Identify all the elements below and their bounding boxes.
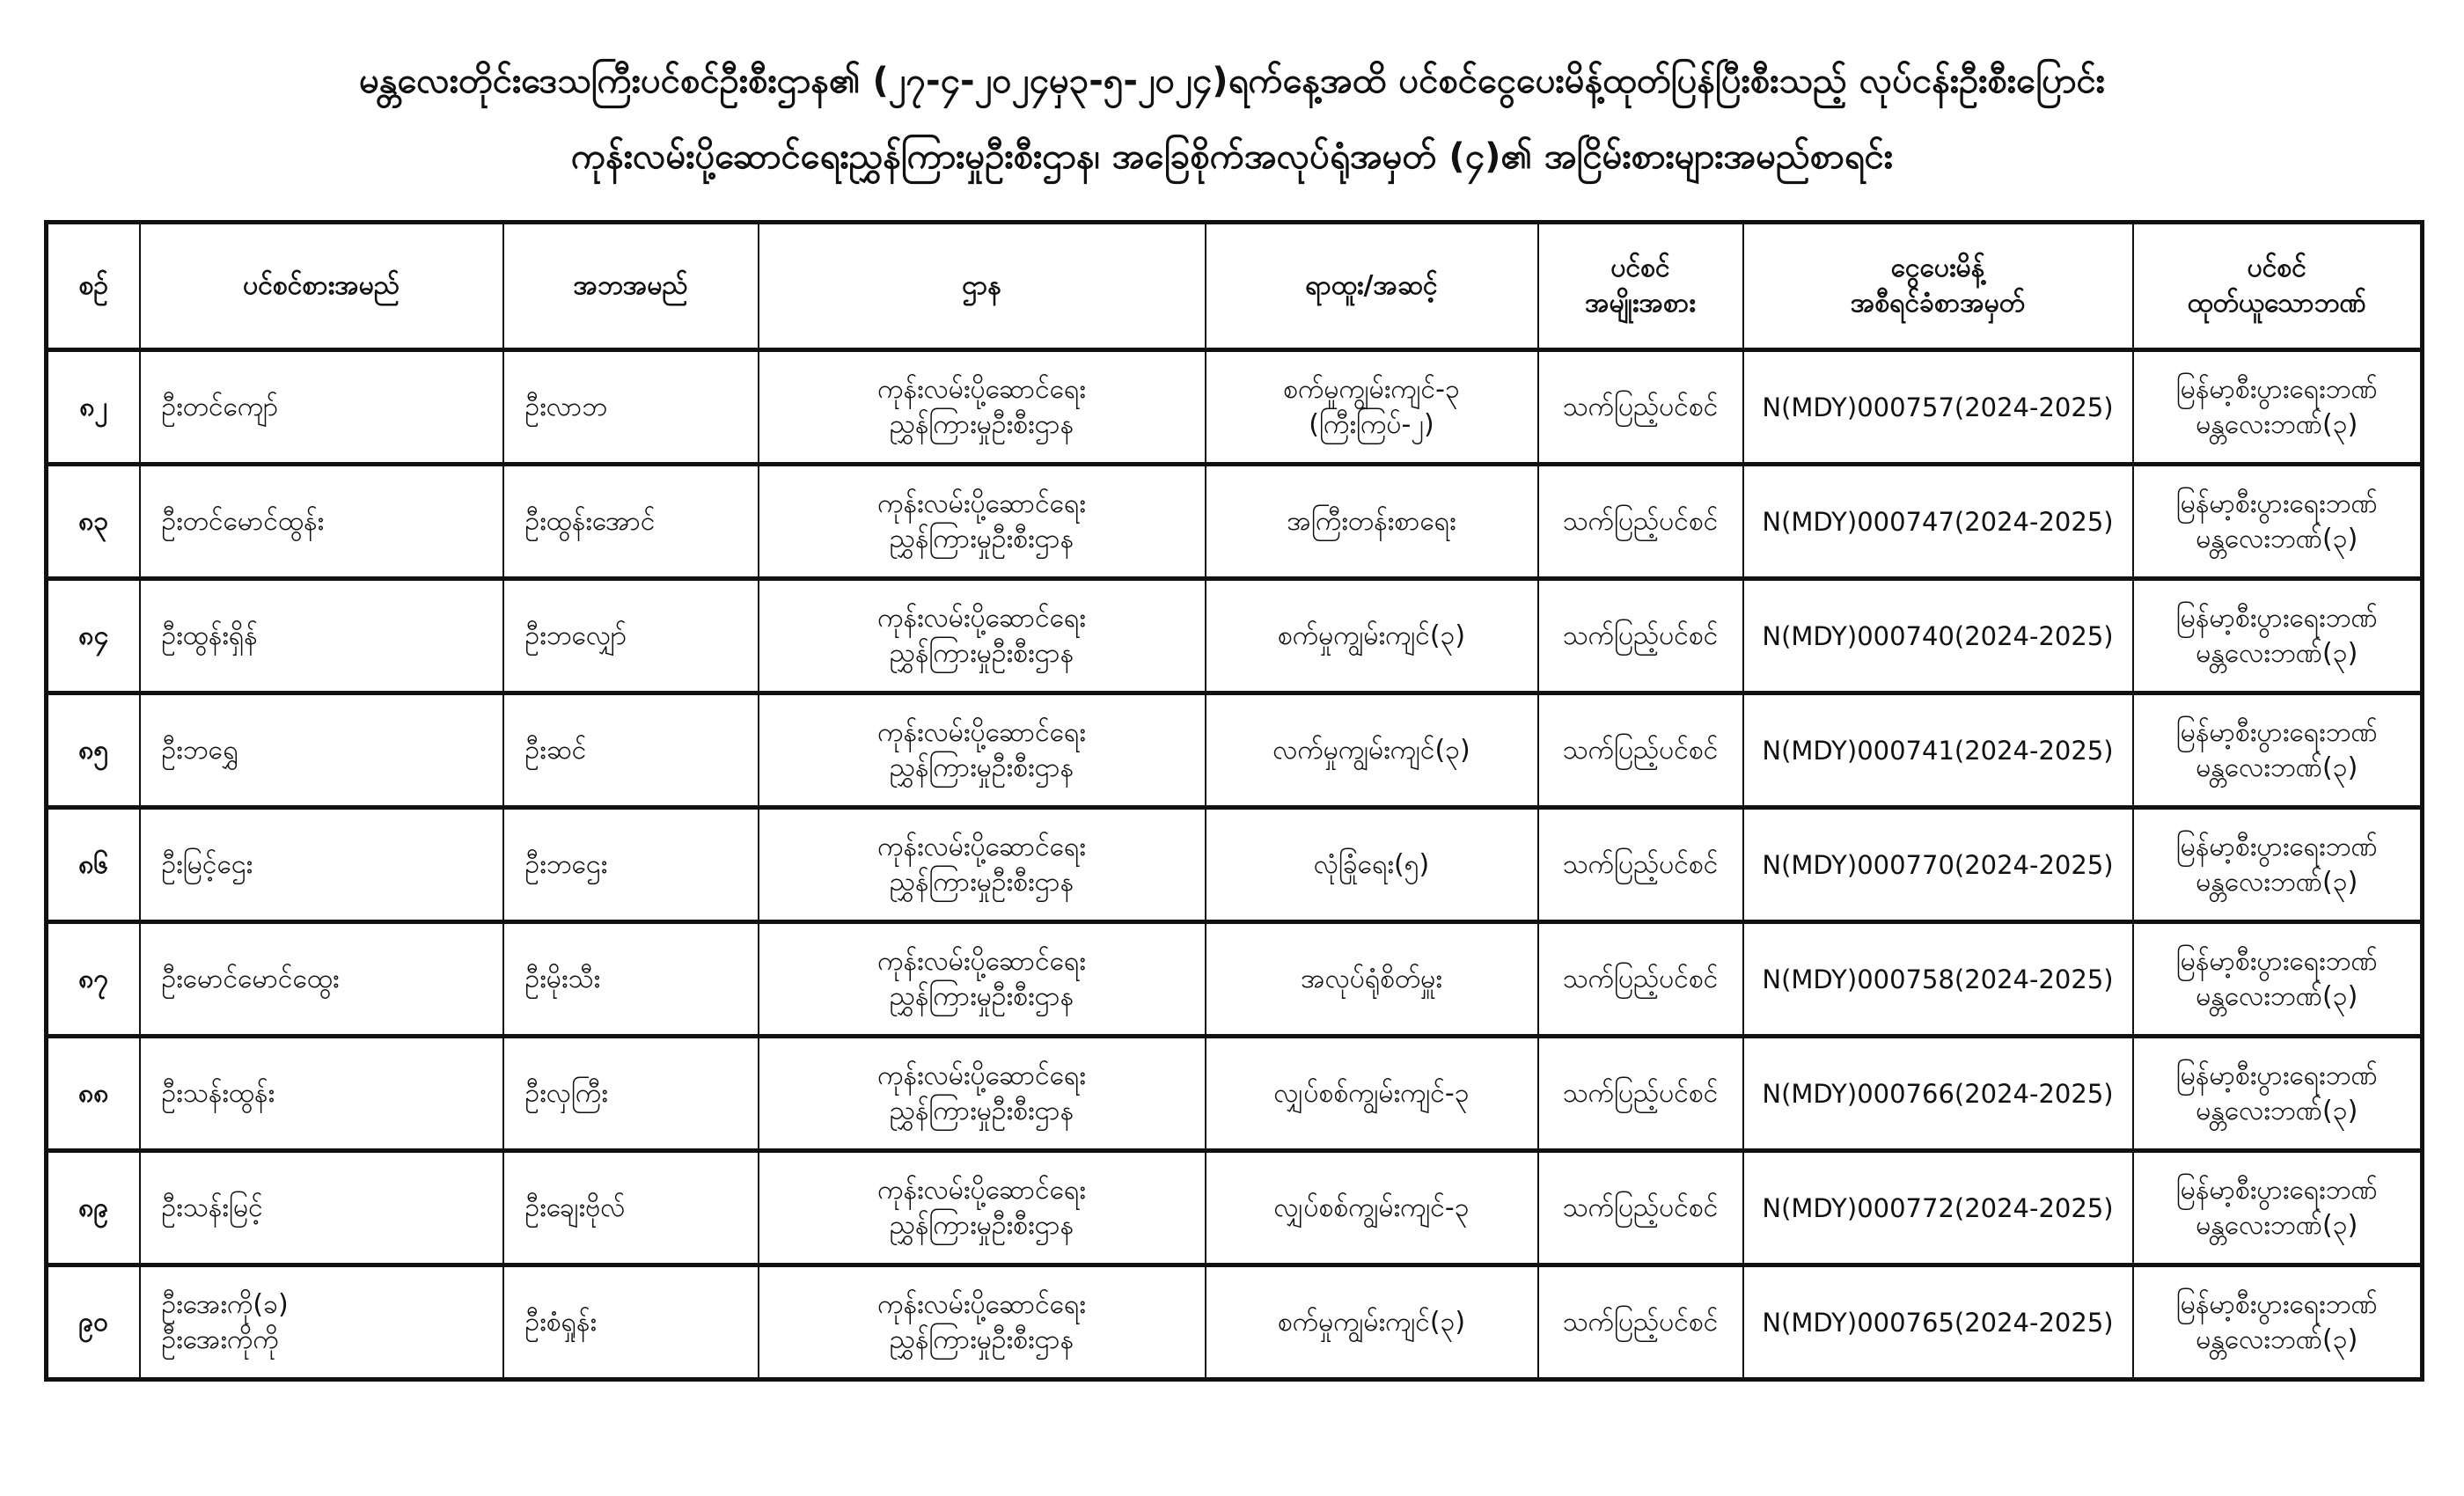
cell-pensioner-name [140,1151,503,1265]
cell-rank [1206,350,1538,465]
cell-text: ၈၈ [78,1077,109,1109]
cell-text: သက်ပြည့်ပင်စင် [1562,505,1719,537]
cell-order-number [1743,465,2133,579]
cell-text: ၈၃ [78,505,109,537]
cell-text: လက်မှုကျွမ်းကျင်(၃) [1272,734,1470,766]
cell-order-number [1743,693,2133,808]
cell-rank [1206,808,1538,922]
cell-rank [1206,1151,1538,1265]
cell-father-name [503,465,759,579]
table-row [47,350,2423,465]
cell-rank [1206,465,1538,579]
cell-no [47,922,140,1037]
cell-bank [2133,1151,2423,1265]
cell-rank [1206,693,1538,808]
cell-text: ၈၇ [78,963,109,994]
cell-text: ညွှန်ကြားမှုဦးစီးဌာန [889,523,1074,554]
cell-text: ဦးမြင့်ဌေး [161,848,253,880]
cell-order-number [1743,1151,2133,1265]
cell-pensioner-name [140,1037,503,1151]
cell-father-name [503,579,759,693]
cell-pension-type [1538,1265,1743,1380]
cell-text: မန္တလေးဘဏ်(၃) [2196,866,2358,898]
header-father-name: အဘအမည် [503,223,759,350]
cell-text: ၈၉ [78,1192,109,1223]
cell-text: သက်ပြည့်ပင်စင် [1562,1192,1719,1223]
cell-text: ဦးသန်းထွန်း [161,1077,275,1109]
cell-pension-type [1538,693,1743,808]
cell-pension-type [1538,1037,1743,1151]
cell-text: မန္တလေးဘဏ်(၃) [2196,980,2358,1012]
cell-pension-type [1538,922,1743,1037]
cell-rank [1206,1265,1538,1380]
cell-text: ဦးတင်မောင်ထွန်း [161,505,325,537]
cell-text: ညွှန်ကြားမှုဦးစီးဌာန [889,408,1074,440]
cell-text: မြန်မာ့စီးပွားရေးဘဏ် [2175,945,2378,977]
cell-text: စက်မှုကျွမ်းကျင်-၃ [1283,373,1460,405]
cell-text: N(MDY)000758(2024-2025) [1762,964,2114,994]
cell-text: ကုန်းလမ်းပို့ဆောင်ရေး [877,1288,1086,1320]
cell-no [47,579,140,693]
cell-text: ညွှန်ကြားမှုဦးစီးဌာန [889,752,1074,783]
cell-text: မြန်မာ့စီးပွားရေးဘဏ် [2175,1060,2378,1091]
cell-text: ဦးသန်းမြင့် [161,1192,263,1223]
cell-department [759,579,1206,693]
table-header-row [47,223,2423,350]
cell-text: မြန်မာ့စီးပွားရေးဘဏ် [2175,1174,2378,1206]
cell-department [759,1265,1206,1380]
cell-rank [1206,579,1538,693]
cell-order-number [1743,350,2133,465]
cell-text: မန္တလေးဘဏ်(၃) [2196,523,2358,554]
cell-department [759,1151,1206,1265]
cell-bank [2133,350,2423,465]
cell-pensioner-name [140,465,503,579]
cell-text: ညွှန်ကြားမှုဦးစီးဌာန [889,866,1074,898]
cell-text: ကုန်းလမ်းပို့ဆောင်ရေး [877,373,1086,405]
cell-text: မြန်မာ့စီးပွားရေးဘဏ် [2175,373,2378,405]
cell-order-number [1743,1037,2133,1151]
table-row [47,1265,2423,1380]
cell-text: ကုန်းလမ်းပို့ဆောင်ရေး [877,945,1086,977]
cell-pensioner-name [140,579,503,693]
cell-text: ဦးချေးဗိုလ် [524,1192,626,1223]
cell-department [759,808,1206,922]
cell-text: ညွှန်ကြားမှုဦးစီးဌာန [889,1324,1074,1355]
cell-bank [2133,693,2423,808]
cell-rank [1206,922,1538,1037]
cell-text: ကုန်းလမ်းပို့ဆောင်ရေး [877,716,1086,748]
cell-text: သက်ပြည့်ပင်စင် [1562,848,1719,880]
cell-order-number [1743,579,2133,693]
cell-text: ဦးအေးကို(ခ) [161,1288,289,1320]
cell-text: မြန်မာ့စီးပွားရေးဘဏ် [2175,602,2378,634]
cell-text: မန္တလေးဘဏ်(၃) [2196,1095,2358,1126]
cell-text: N(MDY)000740(2024-2025) [1762,620,2114,651]
cell-bank [2133,922,2423,1037]
header-department: ဌာန [759,223,1206,350]
cell-text: စက်မှုကျွမ်းကျင်(၃) [1277,620,1466,651]
cell-text: သက်ပြည့်ပင်စင် [1562,734,1719,766]
header-bank: ပင်စင် ထုတ်ယူသောဘဏ် [2133,223,2423,350]
cell-order-number [1743,922,2133,1037]
cell-text: N(MDY)000766(2024-2025) [1762,1078,2114,1109]
cell-text: မြန်မာ့စီးပွားရေးဘဏ် [2175,716,2378,748]
cell-bank [2133,579,2423,693]
cell-text: ၈၄ [78,620,109,651]
cell-text: စက်မှုကျွမ်းကျင်(၃) [1277,1306,1466,1338]
header-no: စဉ် [47,223,140,350]
cell-text: N(MDY)000757(2024-2025) [1762,392,2114,422]
cell-text: သက်ပြည့်ပင်စင် [1562,620,1719,651]
cell-text: လျှပ်စစ်ကျွမ်းကျင်-၃ [1273,1192,1470,1223]
cell-father-name [503,1265,759,1380]
cell-text: ကုန်းလမ်းပို့ဆောင်ရေး [877,1060,1086,1091]
cell-text: သက်ပြည့်ပင်စင် [1562,1077,1719,1109]
cell-bank [2133,465,2423,579]
cell-text: ကုန်းလမ်းပို့ဆောင်ရေး [877,602,1086,634]
cell-text: မြန်မာ့စီးပွားရေးဘဏ် [2175,488,2378,519]
cell-father-name [503,1151,759,1265]
cell-pensioner-name [140,922,503,1037]
header-pensioner-name: ပင်စင်စားအမည် [140,223,503,350]
cell-text: ဦးလှကြီး [524,1077,608,1109]
cell-text: ဦးအေးကိုကို [161,1324,279,1355]
cell-department [759,1037,1206,1151]
cell-father-name [503,350,759,465]
cell-text: သက်ပြည့်ပင်စင် [1562,1306,1719,1338]
cell-text: မြန်မာ့စီးပွားရေးဘဏ် [2175,1288,2378,1320]
document-title-line-2: ကုန်းလမ်းပို့ဆောင်ရေးညွှန်ကြားမှုဦးစီးဌာန၊ အခြေစိုက်အလုပ်ရုံအမှတ် (၄)၏ အငြိမ်းစားများအမည်စာရင်း [570,136,1894,177]
cell-department [759,350,1206,465]
cell-text: ဦးဘဌေး [524,848,608,880]
cell-text: သက်ပြည့်ပင်စင် [1562,391,1719,422]
document-title-line-1: မန္တလေးတိုင်းဒေသကြီးပင်စင်ဦးစီးဌာန၏ (၂၇-၄-၂၀၂၄မှ၃-၅-၂၀၂၄)ရက်နေ့အထိ ပင်စင်ငွေပေးမိန့်ထုတ်ပြန်ပြီးစီးသည့် လုပ်ငန်းဦးစီးပြောင်း [359,61,2105,101]
cell-no [47,1037,140,1151]
cell-bank [2133,808,2423,922]
cell-text: ညွှန်ကြားမှုဦးစီးဌာန [889,980,1074,1012]
cell-pension-type [1538,1151,1743,1265]
table-row [47,465,2423,579]
cell-bank [2133,1037,2423,1151]
cell-order-number [1743,1265,2133,1380]
cell-text: ဦးတင်ကျော် [161,391,279,422]
cell-department [759,922,1206,1037]
cell-text: ဦးမောင်မောင်ထွေး [161,963,340,994]
cell-text: ကုန်းလမ်းပို့ဆောင်ရေး [877,831,1086,862]
table-row [47,922,2423,1037]
header-order-number: ငွေပေးမိန့် အစီရင်ခံစာအမှတ် [1743,223,2133,350]
table-body [47,350,2423,1380]
cell-pension-type [1538,808,1743,922]
cell-text: N(MDY)000741(2024-2025) [1762,735,2114,766]
cell-text: လျှပ်စစ်ကျွမ်းကျင်-၃ [1273,1077,1470,1109]
cell-text: ၈၆ [78,848,109,880]
cell-no [47,808,140,922]
cell-department [759,693,1206,808]
cell-text: ဦးလာဘ [524,391,608,422]
cell-father-name [503,808,759,922]
table-row [47,579,2423,693]
cell-text: N(MDY)000765(2024-2025) [1762,1307,2114,1338]
cell-text: အကြီးတန်းစာရေး [1287,505,1456,537]
cell-father-name [503,693,759,808]
cell-no [47,693,140,808]
cell-text: ဦးထွန်းရှိန် [161,620,258,651]
table-row [47,1037,2423,1151]
header-rank: ရာထူး/အဆင့် [1206,223,1538,350]
cell-text: N(MDY)000770(2024-2025) [1762,849,2114,880]
cell-text: သက်ပြည့်ပင်စင် [1562,963,1719,994]
cell-pensioner-name [140,1265,503,1380]
cell-father-name [503,922,759,1037]
cell-order-number [1743,808,2133,922]
cell-department [759,465,1206,579]
cell-pension-type [1538,579,1743,693]
table-row [47,808,2423,922]
cell-no [47,350,140,465]
cell-no [47,1151,140,1265]
cell-text: ဦးစံရှုန်း [524,1306,598,1338]
cell-text: ၈၅ [78,734,109,766]
cell-text: လုံခြုံရေး(၅) [1313,848,1430,880]
table-row [47,1151,2423,1265]
cell-pension-type [1538,350,1743,465]
cell-text: ညွှန်ကြားမှုဦးစီးဌာန [889,1209,1074,1241]
cell-father-name [503,1037,759,1151]
cell-rank [1206,1037,1538,1151]
cell-text: မြန်မာ့စီးပွားရေးဘဏ် [2175,831,2378,862]
cell-text: ကုန်းလမ်းပို့ဆောင်ရေး [877,488,1086,519]
cell-text: မန္တလေးဘဏ်(၃) [2196,637,2358,669]
cell-text: N(MDY)000747(2024-2025) [1762,506,2114,537]
cell-text: ဦးဆင် [524,734,587,766]
cell-pension-type [1538,465,1743,579]
table-row [47,693,2423,808]
cell-text: ၉၀ [78,1306,109,1338]
cell-text: ဦးမိုးသီး [524,963,601,994]
cell-text: N(MDY)000772(2024-2025) [1762,1192,2114,1223]
cell-text: မန္တလေးဘဏ်(၃) [2196,408,2358,440]
cell-text: မန္တလေးဘဏ်(၃) [2196,752,2358,783]
cell-text: ညွှန်ကြားမှုဦးစီးဌာန [889,1095,1074,1126]
cell-no [47,1265,140,1380]
cell-text: ၈၂ [79,391,108,422]
cell-text: ကုန်းလမ်းပို့ဆောင်ရေး [877,1174,1086,1206]
pensioner-table [44,220,2424,1382]
cell-text: မန္တလေးဘဏ်(၃) [2196,1324,2358,1355]
cell-text: ဦးထွန်းအောင် [524,505,656,537]
cell-no [47,465,140,579]
cell-text: အလုပ်ရုံစိတ်မှူး [1301,963,1442,994]
cell-pensioner-name [140,808,503,922]
header-pension-type: ပင်စင် အမျိုးအစား [1538,223,1743,350]
cell-text: ဦးဘလျှော် [524,620,627,651]
cell-text: (ကြီးကြပ်-၂) [1309,408,1434,440]
cell-text: မန္တလေးဘဏ်(၃) [2196,1209,2358,1241]
cell-bank [2133,1265,2423,1380]
cell-pensioner-name [140,693,503,808]
cell-pensioner-name [140,350,503,465]
cell-text: ညွှန်ကြားမှုဦးစီးဌာန [889,637,1074,669]
cell-text: ဦးဘရွှေ [161,734,238,766]
